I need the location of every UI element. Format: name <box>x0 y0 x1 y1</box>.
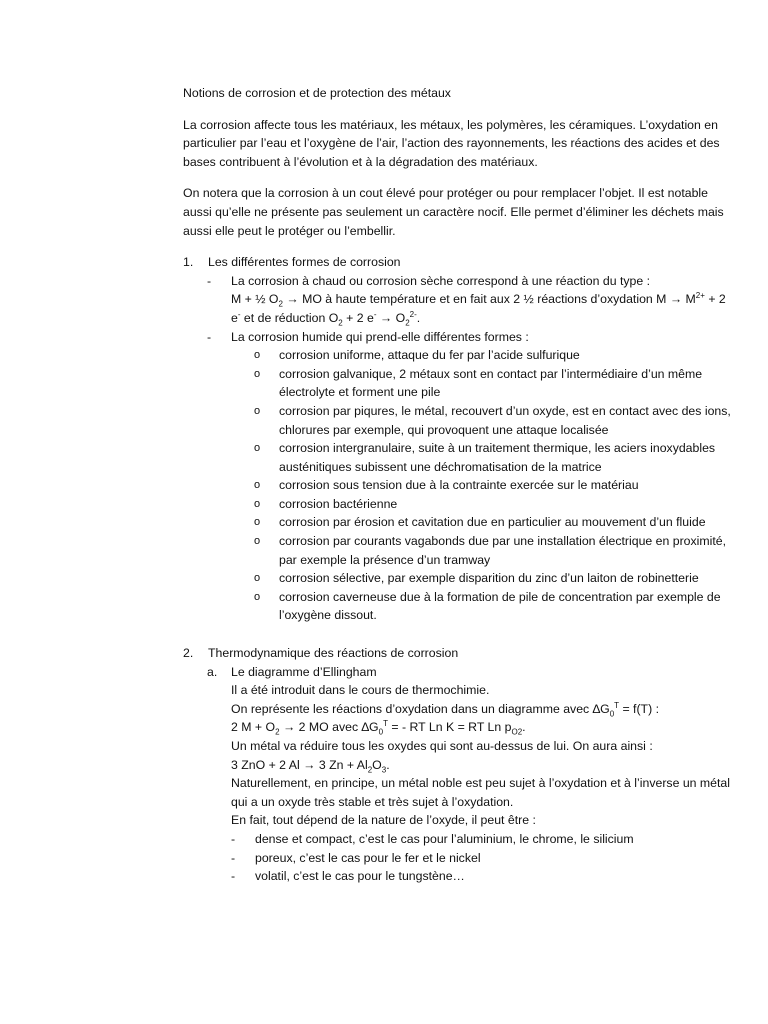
circle-bullet-icon: o <box>254 349 261 362</box>
list-item: o corrosion sélective, par exemple disparition du zinc d’un laiton de robinetterie <box>183 569 735 588</box>
list-item: o corrosion sous tension due à la contrainte exercée sur le matériau <box>183 476 735 495</box>
circle-bullet-icon: o <box>254 442 261 455</box>
circle-bullet-icon: o <box>254 516 261 529</box>
circle-bullet-icon: o <box>254 479 261 492</box>
list-item: - dense et compact, c’est le cas pour l’aluminium, le chrome, le silicium <box>207 830 735 849</box>
dry-corrosion-item <box>183 272 735 328</box>
document-title: Notions de corrosion et de protection des métaux <box>183 86 451 100</box>
subsection-a-body <box>207 681 735 886</box>
section-2-heading <box>183 644 735 663</box>
list-item: o corrosion par érosion et cavitation due en particulier au mouvement d’un fluide <box>183 513 735 532</box>
section-1-heading <box>183 253 735 272</box>
subsection-a <box>183 663 735 886</box>
subsection-a-heading <box>207 663 735 682</box>
circle-bullet-icon: o <box>254 535 261 548</box>
list-item: o corrosion galvanique, 2 métaux sont en contact par l’intermédiaire d’un même électrolyte et forment une pile <box>254 366 703 400</box>
section-2 <box>183 644 735 886</box>
list-item: - volatil, c’est le cas pour le tungstène… <box>207 867 735 886</box>
intro-paragraph-1: La corrosion affecte tous les matériaux, les métaux, les polymères, les céramiques. L’oxydation en particulier par l’eau et l’oxygène de l’air, l’action des rayonnements, les réactions des acides et des bases contribuent à l’évolution et à la dégradation des matériaux. <box>183 117 720 169</box>
oxide-types-list <box>231 830 735 886</box>
ellingham-line-2: On représente les réactions d’oxydation dans un diagramme avec $\Delta G_0^T = f(T)$ : <box>231 700 659 719</box>
list-item: o corrosion intergranulaire, suite à un traitement thermique, les aciers inoxydables austénitiques subissent une déchromatisation de la matrice <box>254 441 716 474</box>
ellingham-line-5: Un métal va réduire tous les oxydes qui sont au-dessus de lui. On aura ainsi : <box>231 739 653 753</box>
dry-corrosion-equation: M + ½ $O_2$ → MO à haute température et en fait aux 2 ½ réactions d’oxydation $M \to M^{2+} + 2$ e- et de réduction $O_2 + 2$ $e^- \to O_2^{2-}$. <box>231 291 726 328</box>
section-2-title: Thermodynamique des réactions de corrosion <box>208 646 459 661</box>
ellingham-line-8: En fait, tout dépend de la nature de l’oxyde, il peut être : <box>231 813 536 828</box>
list-item: o corrosion caverneuse due à la formation de pile de concentration par exemple de l’oxygène dissout. <box>254 589 721 623</box>
section-1 <box>183 253 735 625</box>
circle-bullet-icon: o <box>254 572 261 585</box>
section-1-number: 1. <box>183 255 194 270</box>
list-item: o corrosion par courants vagabonds due par une installation électrique en proximité, par exemple la présence d’un tramway <box>254 534 727 567</box>
list-item: - poreux, c’est le cas pour le fer et le nickel <box>207 849 735 868</box>
ellingham-line-1: Il a été introduit dans le cours de thermochimie. <box>231 683 490 698</box>
dry-corrosion-intro: La corrosion à chaud ou corrosion sèche correspond à une réaction du type : <box>231 273 651 288</box>
subsection-a-letter: a. <box>207 664 218 679</box>
circle-bullet-icon: o <box>254 497 261 510</box>
list-item: o corrosion uniforme, attaque du fer par l’acide sulfurique <box>183 346 735 365</box>
list-item: o corrosion par piqures, le métal, recouvert d’un oxyde, est en contact avec des ions, chlorures par exemple, qui provoquent une attaque localisée <box>254 403 731 437</box>
ellingham-equation-2: 3 ZnO + 2 Al → 3 $Zn + Al_2O_3$. <box>231 757 390 775</box>
list-item: o corrosion bactérienne <box>183 495 735 514</box>
document-page <box>183 84 735 886</box>
circle-bullet-icon: o <box>254 367 261 380</box>
section-2-number: 2. <box>183 646 194 661</box>
intro-paragraph-2: On notera que la corrosion à un cout élevé pour protéger ou pour remplacer l’objet. Il est notable aussi qu’elle ne présente pas seulement un caractère nocif. Elle permet d’éliminer les déchets mais aussi elle peut le protéger ou l’embellir. <box>183 186 724 238</box>
circle-bullet-icon: o <box>254 404 261 417</box>
ellingham-line-7: Naturellement, en principe, un métal noble est peu sujet à l’oxydation et à l’inverse un métal qui a un oxyde très stable et très sujet à l’oxydation. <box>231 776 730 809</box>
subsection-a-title: Le diagramme d’Ellingham <box>231 664 377 679</box>
wet-corrosion-intro: La corrosion humide qui prend-elle différentes formes : <box>231 329 529 344</box>
circle-bullet-icon: o <box>254 590 261 603</box>
section-1-title: Les différentes formes de corrosion <box>208 255 401 270</box>
corrosion-forms-list <box>231 346 735 625</box>
corrosion-types-list <box>183 272 735 625</box>
wet-corrosion-item <box>183 328 735 626</box>
ellingham-equation-1: 2 $M + O_2 \to 2$ MO avec $\Delta G_0^T$ = - RT Ln K = RT Ln $p_{O2}$. <box>231 719 526 737</box>
